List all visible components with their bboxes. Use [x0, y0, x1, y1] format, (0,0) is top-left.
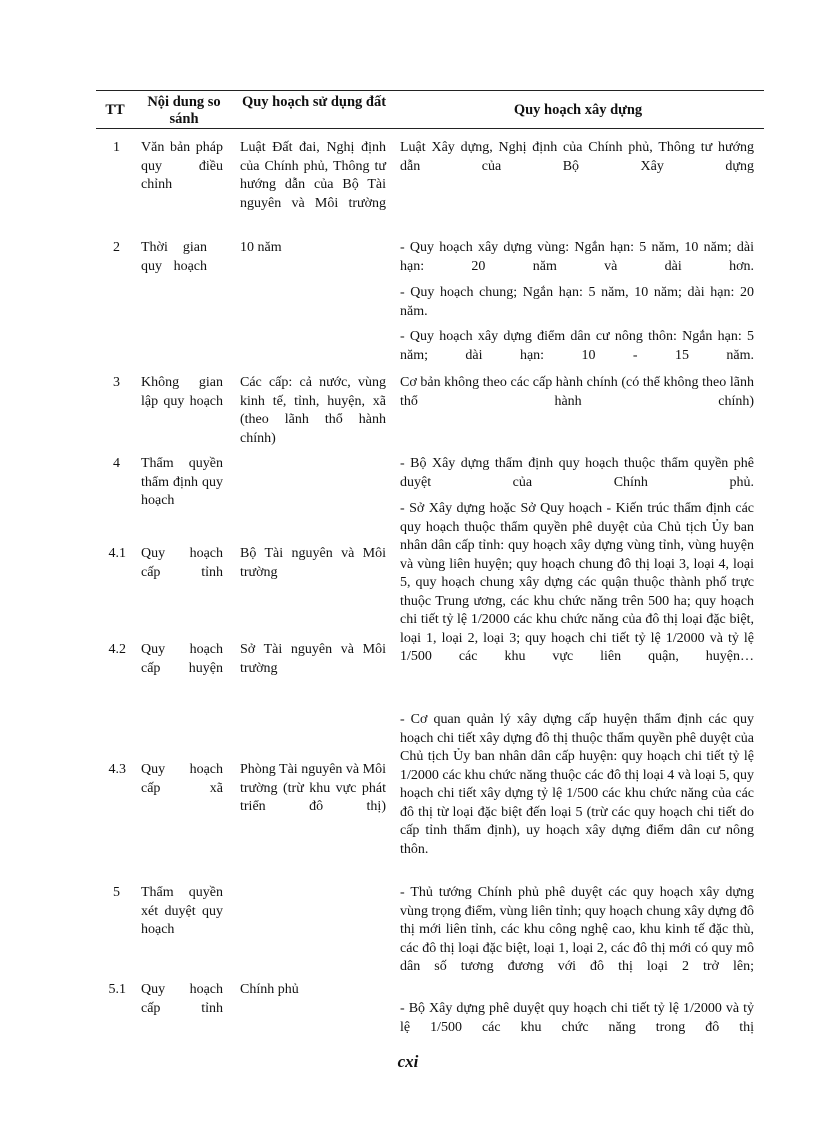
row-4-1-tt: 4.1 — [108, 546, 126, 561]
row-4-2-content: Quy hoạch cấp huyện — [141, 642, 223, 676]
row-1-construction: Luật Xây dựng, Nghị định của Chính phủ, Thông tư hướng dẫn của Bộ Xây dựng — [400, 140, 754, 174]
row-2-construction-regional: - Quy hoạch xây dựng vùng: Ngắn hạn: 5 năm, 10 năm; dài hạn: 20 năm và dài hơn. — [400, 240, 754, 274]
row-4-construction-province: - Sở Xây dựng hoặc Sở Quy hoạch - Kiến trúc thẩm định các quy hoạch thuộc thẩm quyền phê duyệt của Chủ tịch Ủy ban nhân dân cấp tỉnh: quy hoạch xây dựng vùng tỉnh, vùng huyện và vùng liên huyện; quy hoạch chung đô thị loại 3, loại 4, loại 5, quy hoạch chung xây dựng các quận thuộc thành phố trực thuộc Trung ương, các khu chức năng trên 500 ha; quy hoạch chi tiết tỷ lệ 1/2000 các khu chức năng của đô thị loại đặc biệt, loại 1, loại 2, loại 3; quy hoạch chi tiết tỷ lệ 1/2000 và tỷ lệ 1/500 các khu vực liên quận, huyện… — [400, 501, 754, 664]
row-5-tt: 5 — [113, 885, 120, 900]
row-4-1-content: Quy hoạch cấp tỉnh — [141, 546, 223, 580]
row-4-1-land-use: Bộ Tài nguyên và Môi trường — [240, 546, 386, 580]
row-4-3-tt: 4.3 — [108, 762, 126, 777]
row-2-land-use: 10 năm — [240, 240, 282, 255]
row-5-content: Thẩm quyền xét duyệt quy hoạch — [141, 885, 223, 937]
row-5-construction-pm: - Thủ tướng Chính phủ phê duyệt các quy hoạch xây dựng vùng trọng điểm, vùng liên tỉnh; quy hoạch chung xây dựng đô thị mới liên tỉnh, các khu công nghệ cao, khu kinh tế đặc thù, các đô thị loại đặc biệt, loại 1, loại 2, các đô thị mới có quy mô dân số tương đương với đô thị loại 2 trở lên; — [400, 885, 754, 974]
row-4-2-tt: 4.2 — [108, 642, 126, 657]
row-2-construction-general: - Quy hoạch chung; Ngắn hạn: 5 năm, 10 năm; dài hạn: 20 năm. — [400, 285, 754, 319]
row-4-content: Thẩm quyền thẩm định quy hoạch — [141, 456, 223, 508]
header-content: Nội dung so sánh — [147, 94, 221, 127]
page-number: cxi — [397, 1052, 419, 1071]
header-tt: TT — [105, 102, 125, 118]
row-2-content: Thời gian quy hoạch — [141, 240, 207, 274]
row-4-3-content: Quy hoạch cấp xã — [141, 762, 223, 796]
row-1-content: Văn bản pháp quy điều chỉnh — [141, 140, 223, 192]
row-4-3-land-use: Phòng Tài nguyên và Môi trường (trừ khu vực phát triển đô thị) — [240, 762, 386, 814]
row-3-content: Không gian lập quy hoạch — [141, 375, 223, 409]
row-4-tt: 4 — [113, 456, 120, 471]
row-4-2-land-use: Sở Tài nguyên và Môi trường — [240, 642, 386, 676]
row-5-construction-ministry: - Bộ Xây dựng phê duyệt quy hoạch chi tiết tỷ lệ 1/2000 và tỷ lệ 1/500 các khu chức năng trong đô thị — [400, 1001, 754, 1035]
row-5-1-land-use: Chính phủ — [240, 982, 299, 997]
row-3-land-use: Các cấp: cả nước, vùng kinh tế, tỉnh, huyện, xã (theo lãnh thổ hành chính) — [240, 375, 386, 446]
row-4-construction-district: - Cơ quan quản lý xây dựng cấp huyện thẩm định các quy hoạch chi tiết xây dựng đô thị thuộc thẩm quyền phê duyệt của Chủ tịch Ủy ban nhân dân cấp huyện: quy hoạch chi tiết tỷ lệ 1/2000 các khu chức năng thuộc các đô thị loại 4 và loại 5, quy hoạch chi tiết xây dựng tỷ lệ 1/500 các khu chức năng của các đô thị từ loại đặc biệt đến loại 5 (trừ các quy hoạch chi tiết do cấp tỉnh thẩm định), uy hoạch xây dựng điểm dân cư nông thôn. — [400, 712, 754, 857]
row-2-construction-rural: - Quy hoạch xây dựng điểm dân cư nông thôn: Ngắn hạn: 5 năm; dài hạn: 10 - 15 năm. — [400, 329, 754, 363]
table-header-rule — [96, 128, 764, 129]
header-construction: Quy hoạch xây dựng — [513, 102, 643, 118]
row-5-1-tt: 5.1 — [108, 982, 126, 997]
header-land-use: Quy hoạch sử dụng đất — [241, 94, 387, 110]
row-4-construction-ministry: - Bộ Xây dựng thẩm định quy hoạch thuộc thẩm quyền phê duyệt của Chính phủ. — [400, 456, 754, 490]
row-3-tt: 3 — [113, 375, 120, 390]
table-top-rule — [96, 90, 764, 91]
row-1-land-use: Luật Đất đai, Nghị định của Chính phủ, Thông tư hướng dẫn của Bộ Tài nguyên và Môi trường — [240, 140, 386, 211]
row-3-construction: Cơ bản không theo các cấp hành chính (có thể không theo lãnh thổ hành chính) — [400, 375, 754, 409]
row-5-1-content: Quy hoạch cấp tỉnh — [141, 982, 223, 1016]
row-1-tt: 1 — [113, 140, 120, 155]
row-2-tt: 2 — [113, 240, 120, 255]
